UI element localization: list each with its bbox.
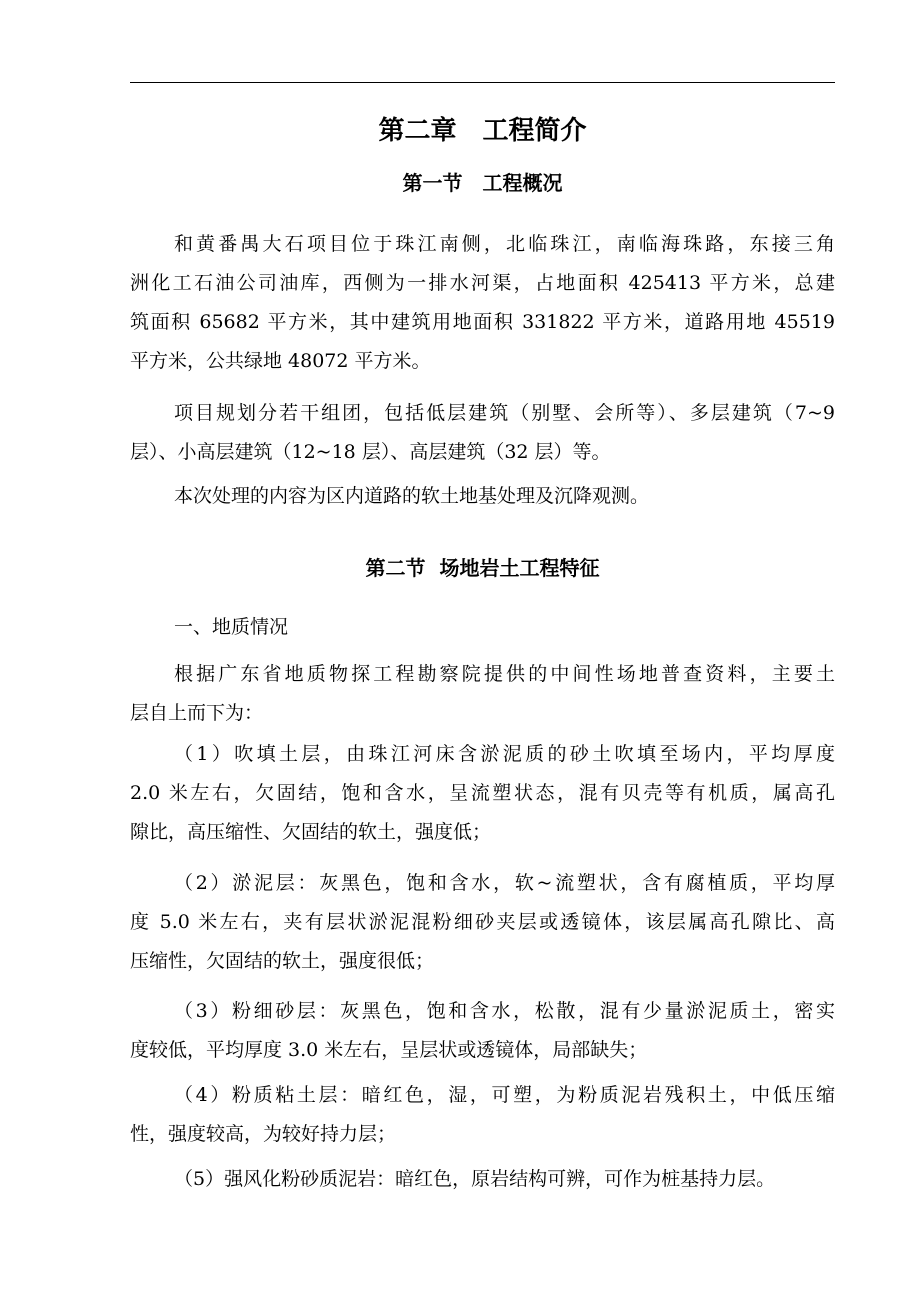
text-line: 和黄番禺大石项目位于珠江南侧，北临珠江，南临海珠路，东接三角 xyxy=(174,233,835,255)
text-line: 度 5.0 米左右，夹有层状淤泥混粉细砂夹层或透镜体，该层属高孔隙比、高 xyxy=(130,911,835,933)
paragraph-geology-intro xyxy=(130,655,835,733)
paragraph-layer-5 xyxy=(130,1160,835,1199)
section-2-title: 第二节 场地岩土工程特征 xyxy=(365,556,600,580)
paragraph-layer-1 xyxy=(130,735,835,852)
text-line: （1）吹填土层，由珠江河床含淤泥质的砂土吹填至场内，平均厚度 xyxy=(174,743,835,765)
text-line: （3）粉细砂层：灰黑色，饱和含水，松散，混有少量淤泥质土，密实 xyxy=(174,1000,835,1022)
text-line: （4）粉质粘土层：暗红色，湿，可塑，为粉质泥岩残积土，中低压缩 xyxy=(174,1084,835,1106)
paragraph-scope xyxy=(130,477,835,516)
text-line: （2）淤泥层：灰黑色，饱和含水，软~流塑状，含有腐植质，平均厚 xyxy=(174,872,835,894)
subheading-geology xyxy=(130,608,835,647)
text-line: 性，强度较高，为较好持力层； xyxy=(130,1123,397,1145)
text-line: 层自上而下为： xyxy=(130,702,264,724)
header-rule xyxy=(130,82,835,83)
text-line: 筑面积 65682 平方米，其中建筑用地面积 331822 平方米，道路用地 45519 xyxy=(130,311,835,333)
chapter-title: 第二章 工程简介 xyxy=(378,116,587,146)
text-line: 项目规划分若干组团，包括低层建筑（别墅、会所等）、多层建筑（7~9 xyxy=(174,402,835,424)
paragraph-layer-3 xyxy=(130,992,835,1070)
text-line: 根据广东省地质物探工程勘察院提供的中间性场地普查资料，主要土 xyxy=(174,663,835,685)
text-line: 压缩性，欠固结的软土，强度很低； xyxy=(130,950,435,972)
text-line: （5）强风化粉砂质泥岩：暗红色，原岩结构可辨，可作为桩基持力层。 xyxy=(174,1168,776,1190)
paragraph-layer-4 xyxy=(130,1076,835,1154)
text-line: 度较低，平均厚度 3.0 米左右，呈层状或透镜体，局部缺失； xyxy=(130,1039,648,1061)
paragraph-project-location xyxy=(130,225,835,381)
text-line: 层）、小高层建筑（12~18 层）、高层建筑（32 层）等。 xyxy=(130,441,611,463)
subheading-text: 一、地质情况 xyxy=(174,616,289,638)
text-line: 2.0 米左右，欠固结，饱和含水，呈流塑状态，混有贝壳等有机质，属高孔 xyxy=(130,782,835,804)
text-line: 本次处理的内容为区内道路的软土地基处理及沉降观测。 xyxy=(174,485,650,507)
text-line: 平方米，公共绿地 48072 平方米。 xyxy=(130,350,431,372)
section-1-title: 第一节 工程概况 xyxy=(402,171,563,195)
text-line: 洲化工石油公司油库，西侧为一排水河渠，占地面积 425413 平方米，总建 xyxy=(130,272,835,294)
paragraph-project-planning xyxy=(130,394,835,472)
text-line: 隙比，高压缩性、欠固结的软土，强度低； xyxy=(130,821,492,843)
paragraph-layer-2 xyxy=(130,864,835,981)
